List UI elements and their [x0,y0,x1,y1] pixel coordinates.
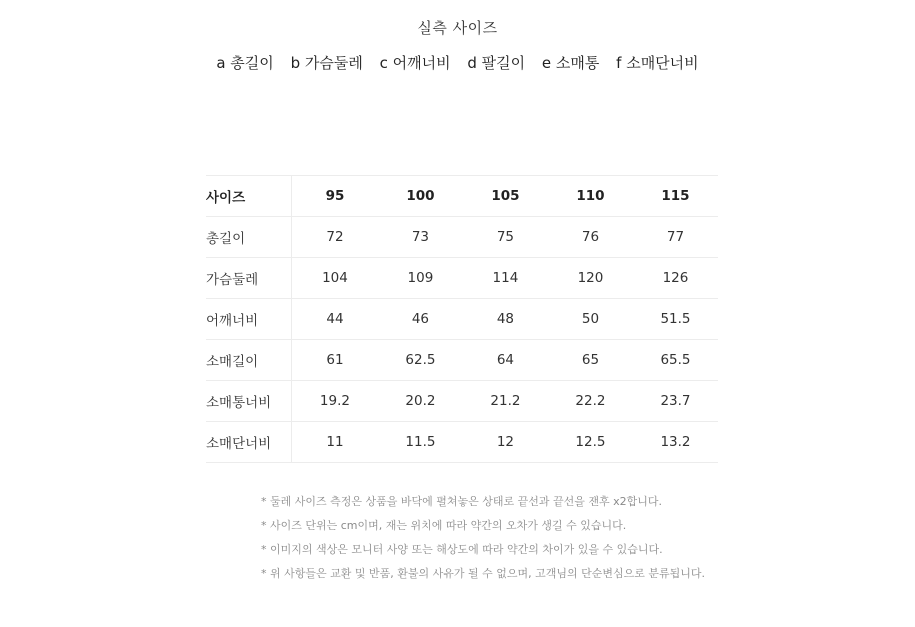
legend-item-f: f 소매단너비 [616,54,699,72]
legend-item-c: c 어깨너비 [379,54,451,72]
row-label: 총길이 [206,217,292,258]
note-line: * 둘레 사이즈 측정은 상품을 바닥에 펼쳐놓은 상태로 끝선과 끝선을 잰후 x2합니다. [261,495,662,508]
table-cell: 114 [463,258,548,299]
row-label: 어깨너비 [206,299,292,340]
table-cell: 77 [633,217,718,258]
table-cell: 46 [378,299,463,340]
row-label: 가슴둘레 [206,258,292,299]
row-label: 소매단너비 [206,422,292,463]
table-row [206,381,718,422]
table-header-row [206,176,718,217]
table-row [206,299,718,340]
table-cell: 20.2 [378,381,463,422]
table-cell: 65.5 [633,340,718,381]
legend-item-d: d 팔길이 [467,54,526,72]
table-cell: 62.5 [378,340,463,381]
table-cell: 44 [292,299,378,340]
table-cell: 104 [292,258,378,299]
note-line: * 위 사항들은 교환 및 반품, 환불의 사유가 될 수 없으며, 고객님의 단순변심으로 분류됩니다. [261,567,705,580]
table-cell: 12.5 [548,422,633,463]
table-row [206,258,718,299]
table-cell: 73 [378,217,463,258]
table-cell: 13.2 [633,422,718,463]
note-line: * 사이즈 단위는 cm이며, 재는 위치에 따라 약간의 오차가 생길 수 있습니다. [261,519,627,532]
table-cell: 64 [463,340,548,381]
header-cell: 110 [548,176,633,217]
size-table [206,175,718,463]
table-cell: 75 [463,217,548,258]
table-cell: 19.2 [292,381,378,422]
note-line: * 이미지의 색상은 모니터 사양 또는 해상도에 따라 약간의 차이가 있을 수 있습니다. [261,543,663,556]
table-cell: 61 [292,340,378,381]
table-cell: 76 [548,217,633,258]
row-label: 소매길이 [206,340,292,381]
table-cell: 120 [548,258,633,299]
header-cell: 105 [463,176,548,217]
legend-item-a: a 총길이 [216,54,274,72]
header-cell: 100 [378,176,463,217]
table-row [206,340,718,381]
table-cell: 23.7 [633,381,718,422]
table-cell: 12 [463,422,548,463]
table-cell: 109 [378,258,463,299]
table-cell: 72 [292,217,378,258]
table-cell: 21.2 [463,381,548,422]
legend-item-e: e 소매통 [541,54,600,72]
table-cell: 48 [463,299,548,340]
table-cell: 11 [292,422,378,463]
measurement-notes [261,490,705,586]
table-cell: 51.5 [633,299,718,340]
table-cell: 126 [633,258,718,299]
table-cell: 11.5 [378,422,463,463]
measurement-legend [0,52,915,73]
table-row [206,217,718,258]
table-row [206,422,718,463]
table-cell: 22.2 [548,381,633,422]
header-cell: 115 [633,176,718,217]
legend-item-b: b 가슴둘레 [290,54,363,72]
header-cell: 사이즈 [206,176,292,217]
table-cell: 50 [548,299,633,340]
page-title: 실측 사이즈 [417,19,498,37]
row-label: 소매통너비 [206,381,292,422]
header-cell: 95 [292,176,378,217]
table-cell: 65 [548,340,633,381]
